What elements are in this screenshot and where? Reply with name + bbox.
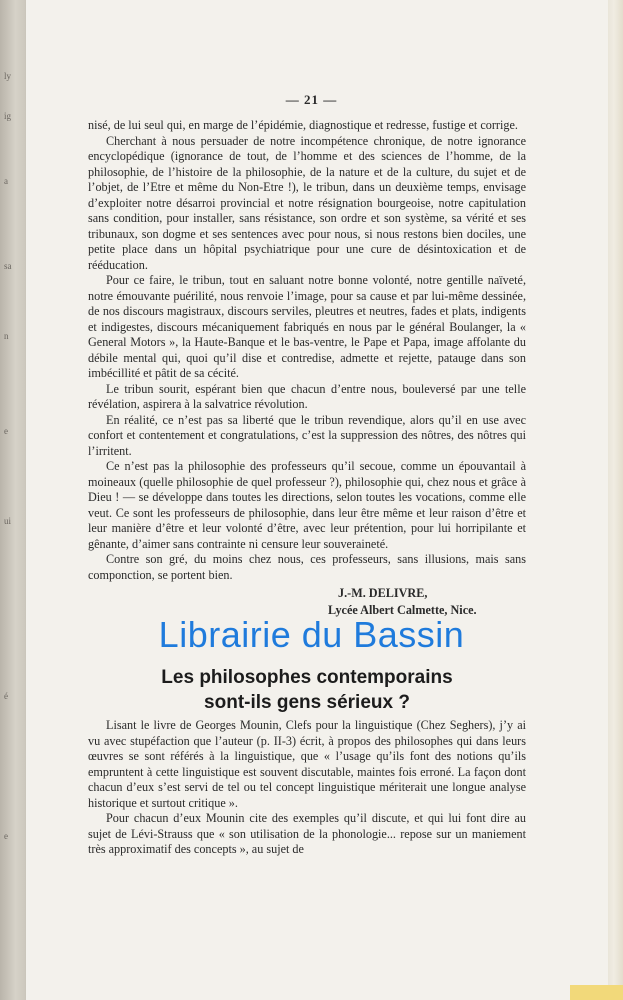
- margin-mark: é: [4, 691, 8, 701]
- page-edge: [608, 0, 623, 1000]
- article-title: [88, 665, 526, 715]
- margin-mark: n: [4, 331, 9, 341]
- paragraph: Le tribun sourit, espérant bien que chacun d’entre nous, bouleversé par une telle révélation, aspirera à la salvatrice révolution.: [88, 381, 526, 411]
- margin-mark: ui: [4, 516, 12, 526]
- yellow-background-edge: [570, 985, 623, 1000]
- page-number: — 21 —: [285, 92, 338, 107]
- margin-mark: a: [4, 176, 8, 186]
- paragraph: Lisant le livre de Georges Mounin, Clefs pour la linguistique (Chez Seghers), j’y ai vu avec stupéfaction que l’auteur (p. II-3) écrit, à propos des philosophes qui dans leurs œuvres se sont référés à la linguistique, que « l’usage qu’ils font des notions qu’ils empruntent à cette linguistique est souvent discutable, maintes fois erroné. La façon dont chacun d’eux s’est servi de tel ou tel concept linguistique mériterait une longue analyse historique et surtout critique ».: [88, 718, 526, 810]
- author-name: J.-M. DELIVRE,: [338, 586, 428, 600]
- paragraph: Contre son gré, du moins chez nous, ces professeurs, sans illusions, mais sans componction, se portent bien.: [88, 552, 526, 582]
- title-line-1: Les philosophes contemporains: [161, 667, 453, 688]
- article-body-1: [88, 118, 526, 583]
- paragraph: Ce n’est pas la philosophie des professeurs qu’il secoue, comme un épouvantail à moineaux (quelle philosophie de quel professeur ?), philosophie qui, chez nous et grâce à Dieu ! — se développe dans toutes les directions, selon toutes les vocations, comme elle veut. Ce sont les professeurs de philosophie, dans leur être même et leur raison d’être et leur manière d’être et leur volonté d’être, avec leur prétention, pour lui horripilante et gênante, d’aimer sans contrainte ni censure leur souveraineté.: [88, 459, 526, 551]
- paragraph: Pour ce faire, le tribun, tout en saluant notre bonne volonté, notre gentille naïveté, notre émouvante puérilité, nous renvoie l’image, pour sa cause et par lui-même dessinée, de nos discours magistraux, discours serviles, pleutres et neutres, fades et plats, indigents et indigestes, discours mécaniquement fabriqués en nous par le général Boulanger, la « General Motors », la Haute-Banque et le bas-ventre, le Pape et Papa, image affolante du débile mental qui, quoi qu’il dise et contredise, admette et rejette, patauge dans son imbécillité et pâtit de sa cécité.: [88, 273, 526, 380]
- paragraph: Cherchant à nous persuader de notre incompétence chronique, de notre ignorance encyclopédique (ignorance de tout, de l’homme et des sciences de l’homme, de la philosophie, de l’histoire de la philosophie, de la nature et de la culture, du sujet et de l’objet, de l’Etre et même du Non-Etre !), le tribun, dans un deuxième temps, envisage d’exploiter notre désarroi provincial et notre résignation bourgeoise, notre capitulation sans condition, pour installer, sans résistance, son ordre et son système, sa vérité et ses tribunaux, son dogme et ses sentences avec pour nous, si nous restons bien dociles, une petite place dans un hôpital psychiatrique pour une cure de désintoxication et de rééducation.: [88, 133, 526, 272]
- author-affiliation: Lycée Albert Calmette, Nice.: [328, 603, 477, 617]
- margin-mark: e: [4, 831, 8, 841]
- title-line-2: sont-ils gens sérieux ?: [204, 692, 410, 713]
- article-body-2: [88, 718, 526, 858]
- paragraph: En réalité, ce n’est pas sa liberté que le tribun revendique, alors qu’il en use avec confort et contentement et congratulations, c’est la suppression des nôtres, des nôtres qui l’irritent.: [88, 412, 526, 458]
- margin-mark: sa: [4, 261, 12, 271]
- paragraph: nisé, de lui seul qui, en marge de l’épidémie, diagnostique et redresse, fustige et corrige.: [88, 118, 518, 132]
- paragraph: Pour chacun d’eux Mounin cite des exemples qu’il discute, et qui lui font dire au sujet de Lévi-Strauss que « son utilisation de la phonologie... repose sur un maniement très approximatif des concepts », au sujet de: [88, 811, 526, 856]
- facing-page-margin: [0, 0, 26, 1000]
- margin-mark: ig: [4, 111, 12, 121]
- margin-mark: e: [4, 426, 8, 436]
- margin-mark: ly: [4, 71, 12, 81]
- watermark: Librairie du Bassin: [158, 614, 465, 655]
